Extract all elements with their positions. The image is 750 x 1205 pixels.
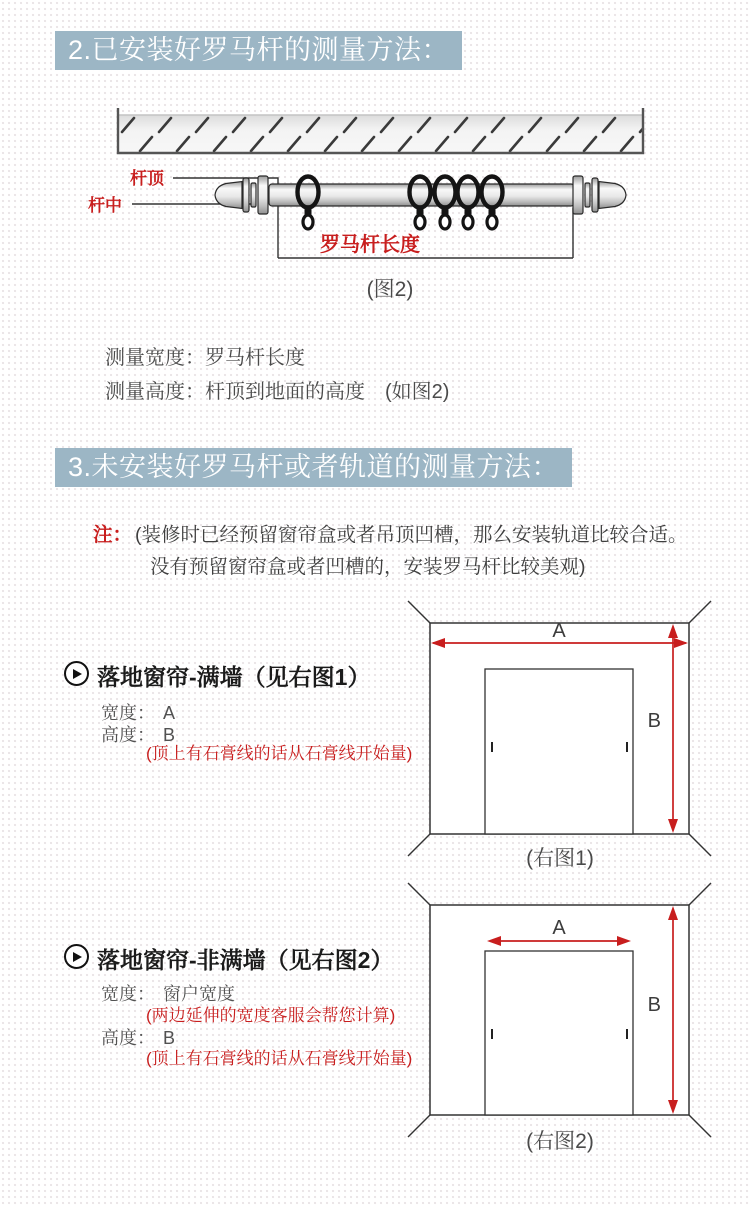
section3-header-title: 3.未安装好罗马杆或者轨道的测量方法： [68,452,560,482]
full-wall-height-note: (顶上有石膏线的话从石膏线开始量) [146,744,413,763]
measure-width-label: 测量宽度： [105,347,205,369]
window-outline [485,951,633,1115]
measure-height-label: 测量高度： [105,381,205,403]
ceiling-cross-section [118,108,643,153]
play-triangle [73,952,82,962]
play-circle-icon [64,944,89,969]
figure1-caption: (右图1) [526,847,594,870]
width-value: A [163,703,176,723]
measure-height-line [105,375,449,404]
play-circle-icon [64,661,89,686]
figure2-a-label: A [552,917,566,939]
partial-wall-title: 落地窗帘-非满墙（见右图2） [97,947,394,973]
window-outline [485,669,633,834]
figure1-wall-diagram [400,593,720,885]
rod-top-label: 杆顶 [130,169,164,188]
measure-width-value: 罗马杆长度 [205,347,305,369]
measure-height-value: 杆顶到地面的高度 [205,381,365,403]
height-value: B [163,725,176,745]
full-wall-title: 落地窗帘-满墙（见右图1） [97,664,371,690]
partial-wall-height-note: (顶上有石膏线的话从石膏线开始量) [146,1049,413,1068]
measure-height-ref: (如图2) [385,381,450,403]
rod-length-label: 罗马杆长度 [320,234,420,256]
figure2-wall-diagram [400,873,720,1175]
height-value: B [163,1028,176,1048]
rod-diagram [80,95,660,310]
section2-header [55,31,462,70]
note-block [93,519,688,583]
figure1-b-label: B [647,710,661,732]
figure2-b-label: B [647,994,661,1016]
height-label: 高度： [101,1028,155,1048]
figure1-a-label: A [552,620,566,642]
width-label: 宽度： [101,703,155,723]
rod-figure-caption: (图2) [366,278,414,301]
rod-mid-label: 杆中 [88,196,122,215]
note-line2: 没有预留窗帘盒或者凹槽的，安装罗马杆比较美观) [150,556,586,578]
right-finial [599,182,626,209]
width-label: 宽度： [101,984,155,1004]
note-text [135,519,688,583]
height-label: 高度： [101,725,155,745]
section2-header-title: 2.已安装好罗马杆的测量方法： [68,35,450,65]
section3-header [55,448,572,487]
figure2-caption: (右图2) [526,1130,594,1153]
ceiling-hatch [119,115,642,152]
play-triangle [73,669,82,679]
measure-width-line [105,341,305,370]
note-line1: (装修时已经预留窗帘盒或者吊顶凹槽，那么安装轨道比较合适。 [135,524,688,546]
partial-wall-width-note: (两边延伸的宽度客服会帮您计算) [146,1006,396,1025]
width-value: 窗户宽度 [163,984,235,1004]
note-prefix: 注： [93,524,133,546]
